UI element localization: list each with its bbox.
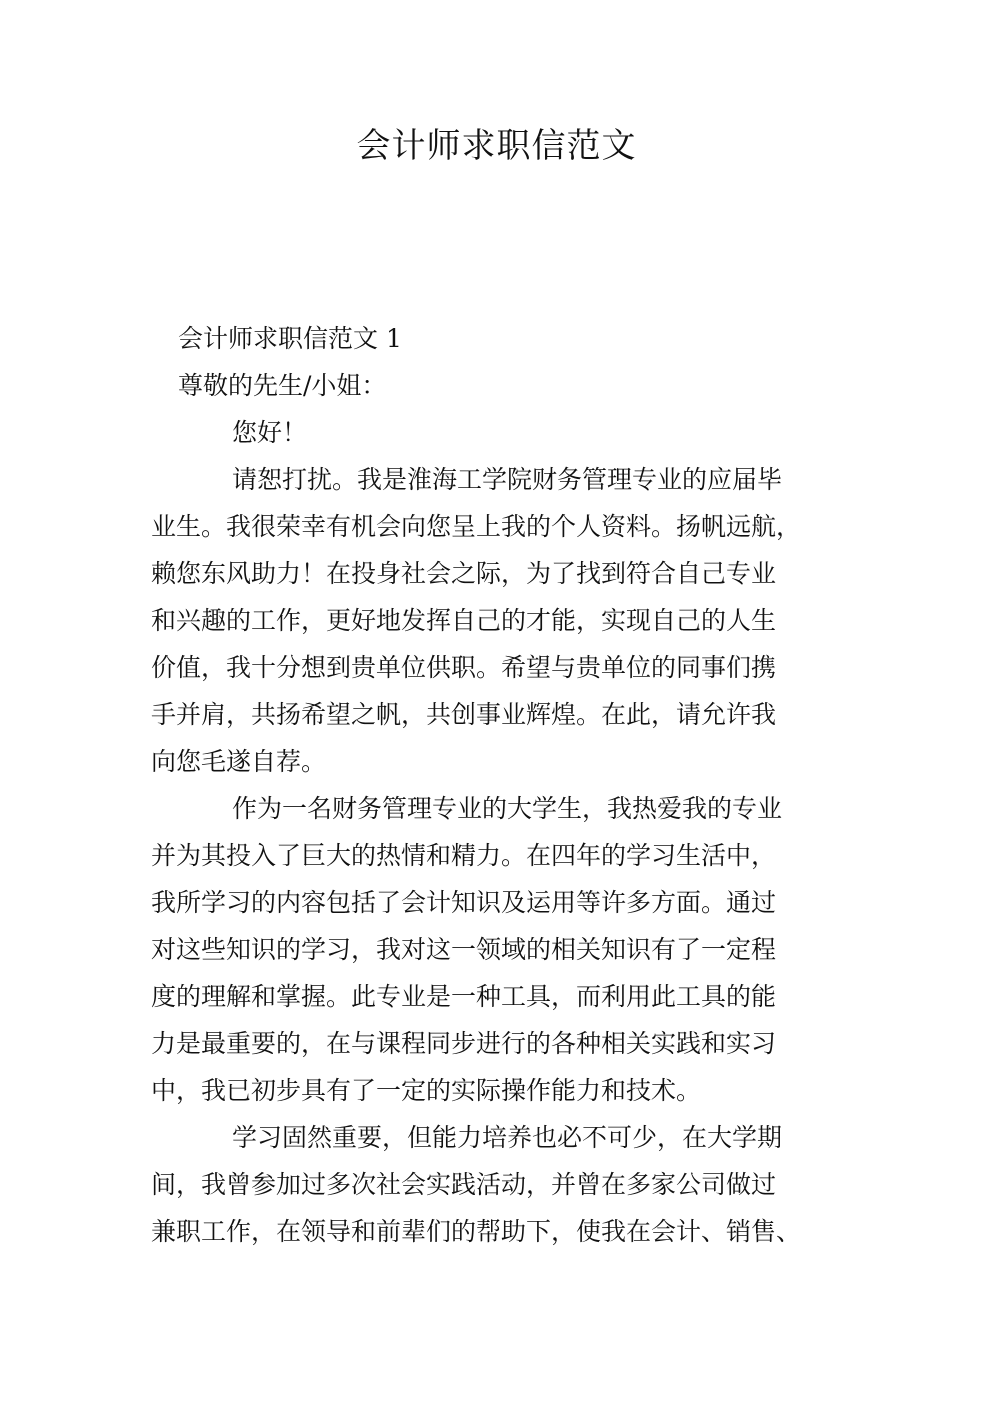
body-line: 间，我曾参加过多次社会实践活动，并曾在多家公司做过 bbox=[151, 1170, 777, 1199]
document-title: 会计师求职信范文 bbox=[356, 126, 637, 166]
body-line: 我所学习的内容包括了会计知识及运用等许多方面。通过 bbox=[151, 888, 777, 917]
body-line: 力是最重要的，在与课程同步进行的各种相关实践和实习 bbox=[151, 1029, 777, 1058]
body-line: 业生。我很荣幸有机会向您呈上我的个人资料。扬帆远航， bbox=[151, 512, 802, 541]
body-line: 赖您东风助力！在投身社会之际，为了找到符合自己专业 bbox=[151, 559, 777, 588]
body-line: 价值，我十分想到贵单位供职。希望与贵单位的同事们携 bbox=[151, 653, 777, 682]
body-line: 请恕打扰。我是淮海工学院财务管理专业的应届毕 bbox=[232, 465, 783, 494]
greeting: 您好！ bbox=[232, 418, 308, 447]
body-line: 作为一名财务管理专业的大学生，我热爱我的专业 bbox=[232, 794, 783, 823]
section-heading: 会计师求职信范文 1 bbox=[178, 324, 402, 353]
body-line: 并为其投入了巨大的热情和精力。在四年的学习生活中， bbox=[151, 841, 777, 870]
body-line: 和兴趣的工作，更好地发挥自己的才能，实现自己的人生 bbox=[151, 606, 777, 635]
body-line: 度的理解和掌握。此专业是一种工具，而利用此工具的能 bbox=[151, 982, 777, 1011]
body-line: 对这些知识的学习，我对这一领域的相关知识有了一定程 bbox=[151, 935, 777, 964]
body-line: 兼职工作，在领导和前辈们的帮助下，使我在会计、销售、 bbox=[151, 1217, 802, 1246]
body-line: 中，我已初步具有了一定的实际操作能力和技术。 bbox=[151, 1076, 702, 1105]
body-line: 学习固然重要，但能力培养也必不可少，在大学期 bbox=[232, 1123, 783, 1152]
salutation: 尊敬的先生/小姐： bbox=[178, 371, 387, 400]
body-line: 向您毛遂自荐。 bbox=[151, 747, 327, 776]
body-line: 手并肩，共扬希望之帆，共创事业辉煌。在此，请允许我 bbox=[151, 700, 777, 729]
